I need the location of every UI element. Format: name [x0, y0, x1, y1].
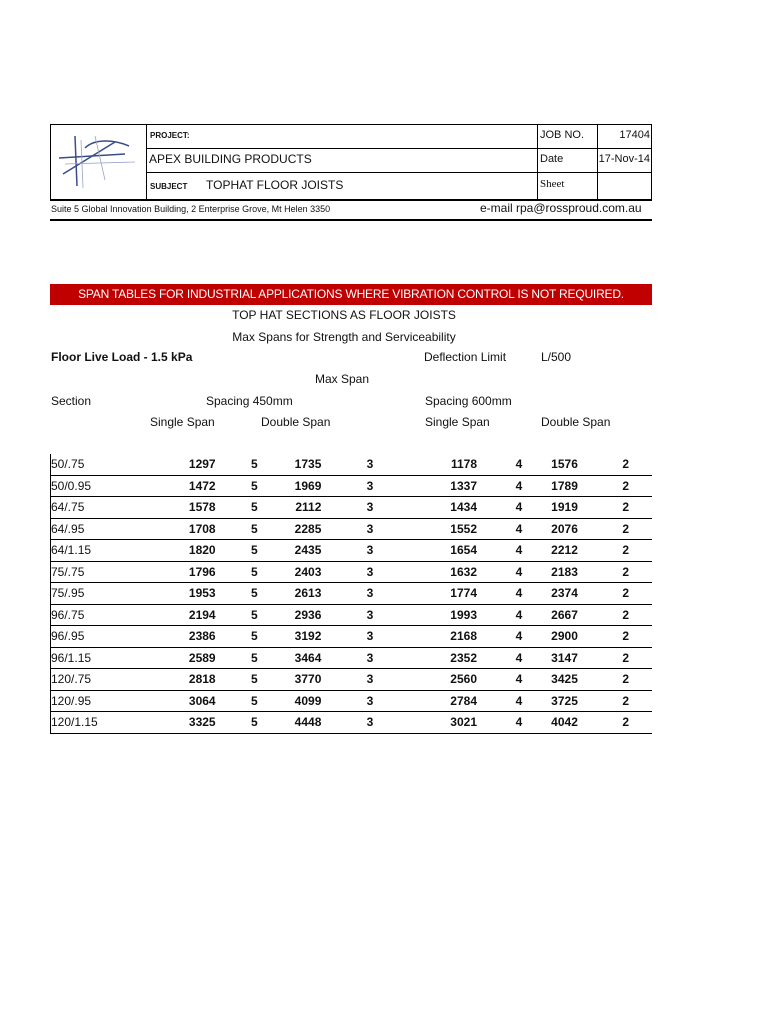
section-cell: 96/.95: [51, 626, 121, 648]
single-span-600-count-cell: 4: [477, 712, 522, 734]
single-span-600-count-cell: 4: [477, 604, 522, 626]
double-span-600-count-cell: 2: [578, 712, 652, 734]
single-span-600-count-cell: 4: [477, 497, 522, 519]
deflection-limit-label: Deflection Limit: [424, 350, 507, 364]
table-row: [51, 604, 653, 626]
single-span-450-header: Single Span: [150, 415, 215, 429]
single-span-600-cell: 1552: [373, 518, 477, 540]
table-row: [51, 583, 653, 605]
single-span-450-cell: 2194: [121, 604, 216, 626]
double-span-450-count-cell: 3: [321, 583, 373, 605]
table-row: [51, 540, 653, 562]
single-span-600-count-cell: 4: [477, 626, 522, 648]
double-span-450-cell: 2112: [258, 497, 322, 519]
double-span-600-count-cell: 2: [578, 561, 652, 583]
company-email: e-mail rpa@rossproud.com.au: [480, 201, 642, 215]
double-span-600-header: Double Span: [541, 415, 611, 429]
double-span-600-cell: 4042: [522, 712, 578, 734]
double-span-450-count-cell: 3: [321, 626, 373, 648]
double-span-450-cell: 1735: [258, 454, 322, 475]
double-span-450-count-cell: 3: [321, 647, 373, 669]
single-span-600-cell: 1774: [373, 583, 477, 605]
section-cell: 64/1.15: [51, 540, 121, 562]
single-span-600-count-cell: 4: [477, 561, 522, 583]
spacing-450-header: Spacing 450mm: [206, 394, 293, 408]
span-table-banner: SPAN TABLES FOR INDUSTRIAL APPLICATIONS WHERE VIBRATION CONTROL IS NOT REQUIRED.: [50, 284, 652, 305]
double-span-450-count-cell: 3: [321, 518, 373, 540]
section-cell: 120/1.15: [51, 712, 121, 734]
single-span-450-cell: 1297: [121, 454, 216, 475]
single-span-450-count-cell: 5: [216, 475, 258, 497]
single-span-450-cell: 1708: [121, 518, 216, 540]
table-row: [51, 690, 653, 712]
double-span-600-cell: 3147: [522, 647, 578, 669]
double-span-600-cell: 2900: [522, 626, 578, 648]
double-span-600-cell: 1919: [522, 497, 578, 519]
single-span-600-cell: 3021: [373, 712, 477, 734]
double-span-600-count-cell: 2: [578, 475, 652, 497]
double-span-450-count-cell: 3: [321, 454, 373, 475]
section-column-header: Section: [51, 394, 92, 408]
header-divider-logo: [146, 124, 147, 200]
section-cell: 64/.95: [51, 518, 121, 540]
single-span-450-cell: 2818: [121, 669, 216, 691]
single-span-450-count-cell: 5: [216, 647, 258, 669]
double-span-600-count-cell: 2: [578, 497, 652, 519]
header-row-line-2: [146, 172, 652, 173]
table-row: [51, 475, 653, 497]
single-span-450-cell: 1820: [121, 540, 216, 562]
double-span-450-count-cell: 3: [321, 540, 373, 562]
single-span-450-cell: 1578: [121, 497, 216, 519]
double-span-450-header: Double Span: [261, 415, 331, 429]
double-span-600-count-cell: 2: [578, 626, 652, 648]
single-span-600-cell: 1993: [373, 604, 477, 626]
header-bottom-line: [50, 219, 652, 221]
single-span-600-header: Single Span: [425, 415, 490, 429]
double-span-600-count-cell: 2: [578, 540, 652, 562]
single-span-600-count-cell: 4: [477, 540, 522, 562]
subject-label: SUBJECT: [150, 182, 188, 191]
section-cell: 120/.75: [51, 669, 121, 691]
double-span-450-count-cell: 3: [321, 669, 373, 691]
single-span-450-count-cell: 5: [216, 497, 258, 519]
double-span-600-count-cell: 2: [578, 518, 652, 540]
table-row: [51, 669, 653, 691]
double-span-450-count-cell: 3: [321, 604, 373, 626]
double-span-450-cell: 2403: [258, 561, 322, 583]
section-cell: 75/.95: [51, 583, 121, 605]
double-span-450-cell: 3464: [258, 647, 322, 669]
single-span-450-count-cell: 5: [216, 604, 258, 626]
table-row: [51, 712, 653, 734]
single-span-600-cell: 2784: [373, 690, 477, 712]
single-span-450-count-cell: 5: [216, 454, 258, 475]
double-span-600-cell: 2183: [522, 561, 578, 583]
double-span-600-cell: 2374: [522, 583, 578, 605]
date-value: 17-Nov-14: [598, 153, 650, 165]
single-span-600-count-cell: 4: [477, 475, 522, 497]
double-span-600-cell: 2667: [522, 604, 578, 626]
single-span-450-cell: 1472: [121, 475, 216, 497]
spacing-600-header: Spacing 600mm: [425, 394, 512, 408]
single-span-450-count-cell: 5: [216, 626, 258, 648]
double-span-450-cell: 3192: [258, 626, 322, 648]
double-span-600-cell: 3725: [522, 690, 578, 712]
section-cell: 96/.75: [51, 604, 121, 626]
double-span-600-count-cell: 2: [578, 647, 652, 669]
table-row: [51, 647, 653, 669]
project-name: APEX BUILDING PRODUCTS: [149, 152, 312, 166]
double-span-450-count-cell: 3: [321, 497, 373, 519]
floor-live-load: Floor Live Load - 1.5 kPa: [51, 350, 193, 364]
single-span-450-count-cell: 5: [216, 669, 258, 691]
single-span-600-count-cell: 4: [477, 690, 522, 712]
single-span-450-count-cell: 5: [216, 561, 258, 583]
double-span-450-count-cell: 3: [321, 475, 373, 497]
double-span-600-cell: 3425: [522, 669, 578, 691]
section-cell: 50/0.95: [51, 475, 121, 497]
table-row: [51, 497, 653, 519]
double-span-450-cell: 2285: [258, 518, 322, 540]
job-no-label: JOB NO.: [540, 129, 585, 141]
double-span-600-cell: 1789: [522, 475, 578, 497]
table-row: [51, 626, 653, 648]
double-span-450-count-cell: 3: [321, 712, 373, 734]
span-table-body: [51, 454, 653, 733]
single-span-600-cell: 1632: [373, 561, 477, 583]
table-row: [51, 454, 653, 475]
single-span-600-cell: 1178: [373, 454, 477, 475]
table-row: [51, 518, 653, 540]
double-span-450-cell: 3770: [258, 669, 322, 691]
single-span-450-cell: 1796: [121, 561, 216, 583]
double-span-450-cell: 2613: [258, 583, 322, 605]
double-span-600-count-cell: 2: [578, 583, 652, 605]
max-span-label: Max Span: [315, 372, 370, 386]
single-span-450-count-cell: 5: [216, 518, 258, 540]
sheet-label: Sheet: [540, 178, 565, 190]
double-span-450-cell: 1969: [258, 475, 322, 497]
date-label: Date: [540, 153, 564, 165]
double-span-600-cell: 1576: [522, 454, 578, 475]
single-span-450-count-cell: 5: [216, 712, 258, 734]
double-span-450-cell: 2435: [258, 540, 322, 562]
single-span-450-cell: 1953: [121, 583, 216, 605]
double-span-600-count-cell: 2: [578, 669, 652, 691]
single-span-600-cell: 1337: [373, 475, 477, 497]
section-cell: 96/1.15: [51, 647, 121, 669]
single-span-450-cell: 3325: [121, 712, 216, 734]
deflection-limit-value: L/500: [541, 350, 572, 364]
section-cell: 64/.75: [51, 497, 121, 519]
subject-name: TOPHAT FLOOR JOISTS: [206, 178, 344, 192]
single-span-600-count-cell: 4: [477, 583, 522, 605]
single-span-450-cell: 2589: [121, 647, 216, 669]
single-span-450-cell: 3064: [121, 690, 216, 712]
section-cell: 120/.95: [51, 690, 121, 712]
single-span-600-cell: 1654: [373, 540, 477, 562]
single-span-600-cell: 2168: [373, 626, 477, 648]
single-span-450-count-cell: 5: [216, 690, 258, 712]
main-heading: TOP HAT SECTIONS AS FLOOR JOISTS: [232, 308, 456, 322]
double-span-450-cell: 2936: [258, 604, 322, 626]
sub-heading: Max Spans for Strength and Serviceability: [232, 330, 456, 344]
single-span-600-count-cell: 4: [477, 669, 522, 691]
double-span-450-count-cell: 3: [321, 690, 373, 712]
double-span-600-count-cell: 2: [578, 604, 652, 626]
double-span-600-cell: 2212: [522, 540, 578, 562]
single-span-600-count-cell: 4: [477, 454, 522, 475]
header-divider-right: [537, 124, 538, 200]
span-table: [50, 454, 652, 734]
company-logo: [55, 128, 141, 194]
double-span-600-count-cell: 2: [578, 454, 652, 475]
section-cell: 75/.75: [51, 561, 121, 583]
double-span-450-cell: 4099: [258, 690, 322, 712]
company-address: Suite 5 Global Innovation Building, 2 Enterprise Grove, Mt Helen 3350: [51, 204, 331, 214]
single-span-600-count-cell: 4: [477, 647, 522, 669]
single-span-600-cell: 2560: [373, 669, 477, 691]
section-cell: 50/.75: [51, 454, 121, 475]
double-span-600-count-cell: 2: [578, 690, 652, 712]
single-span-450-count-cell: 5: [216, 540, 258, 562]
single-span-450-cell: 2386: [121, 626, 216, 648]
single-span-600-count-cell: 4: [477, 518, 522, 540]
double-span-450-count-cell: 3: [321, 561, 373, 583]
double-span-600-cell: 2076: [522, 518, 578, 540]
double-span-450-cell: 4448: [258, 712, 322, 734]
job-no-value: 17404: [619, 129, 650, 141]
project-label: PROJECT:: [150, 131, 190, 140]
single-span-450-count-cell: 5: [216, 583, 258, 605]
header-row-line-1: [146, 148, 652, 149]
single-span-600-cell: 1434: [373, 497, 477, 519]
single-span-600-cell: 2352: [373, 647, 477, 669]
table-row: [51, 561, 653, 583]
